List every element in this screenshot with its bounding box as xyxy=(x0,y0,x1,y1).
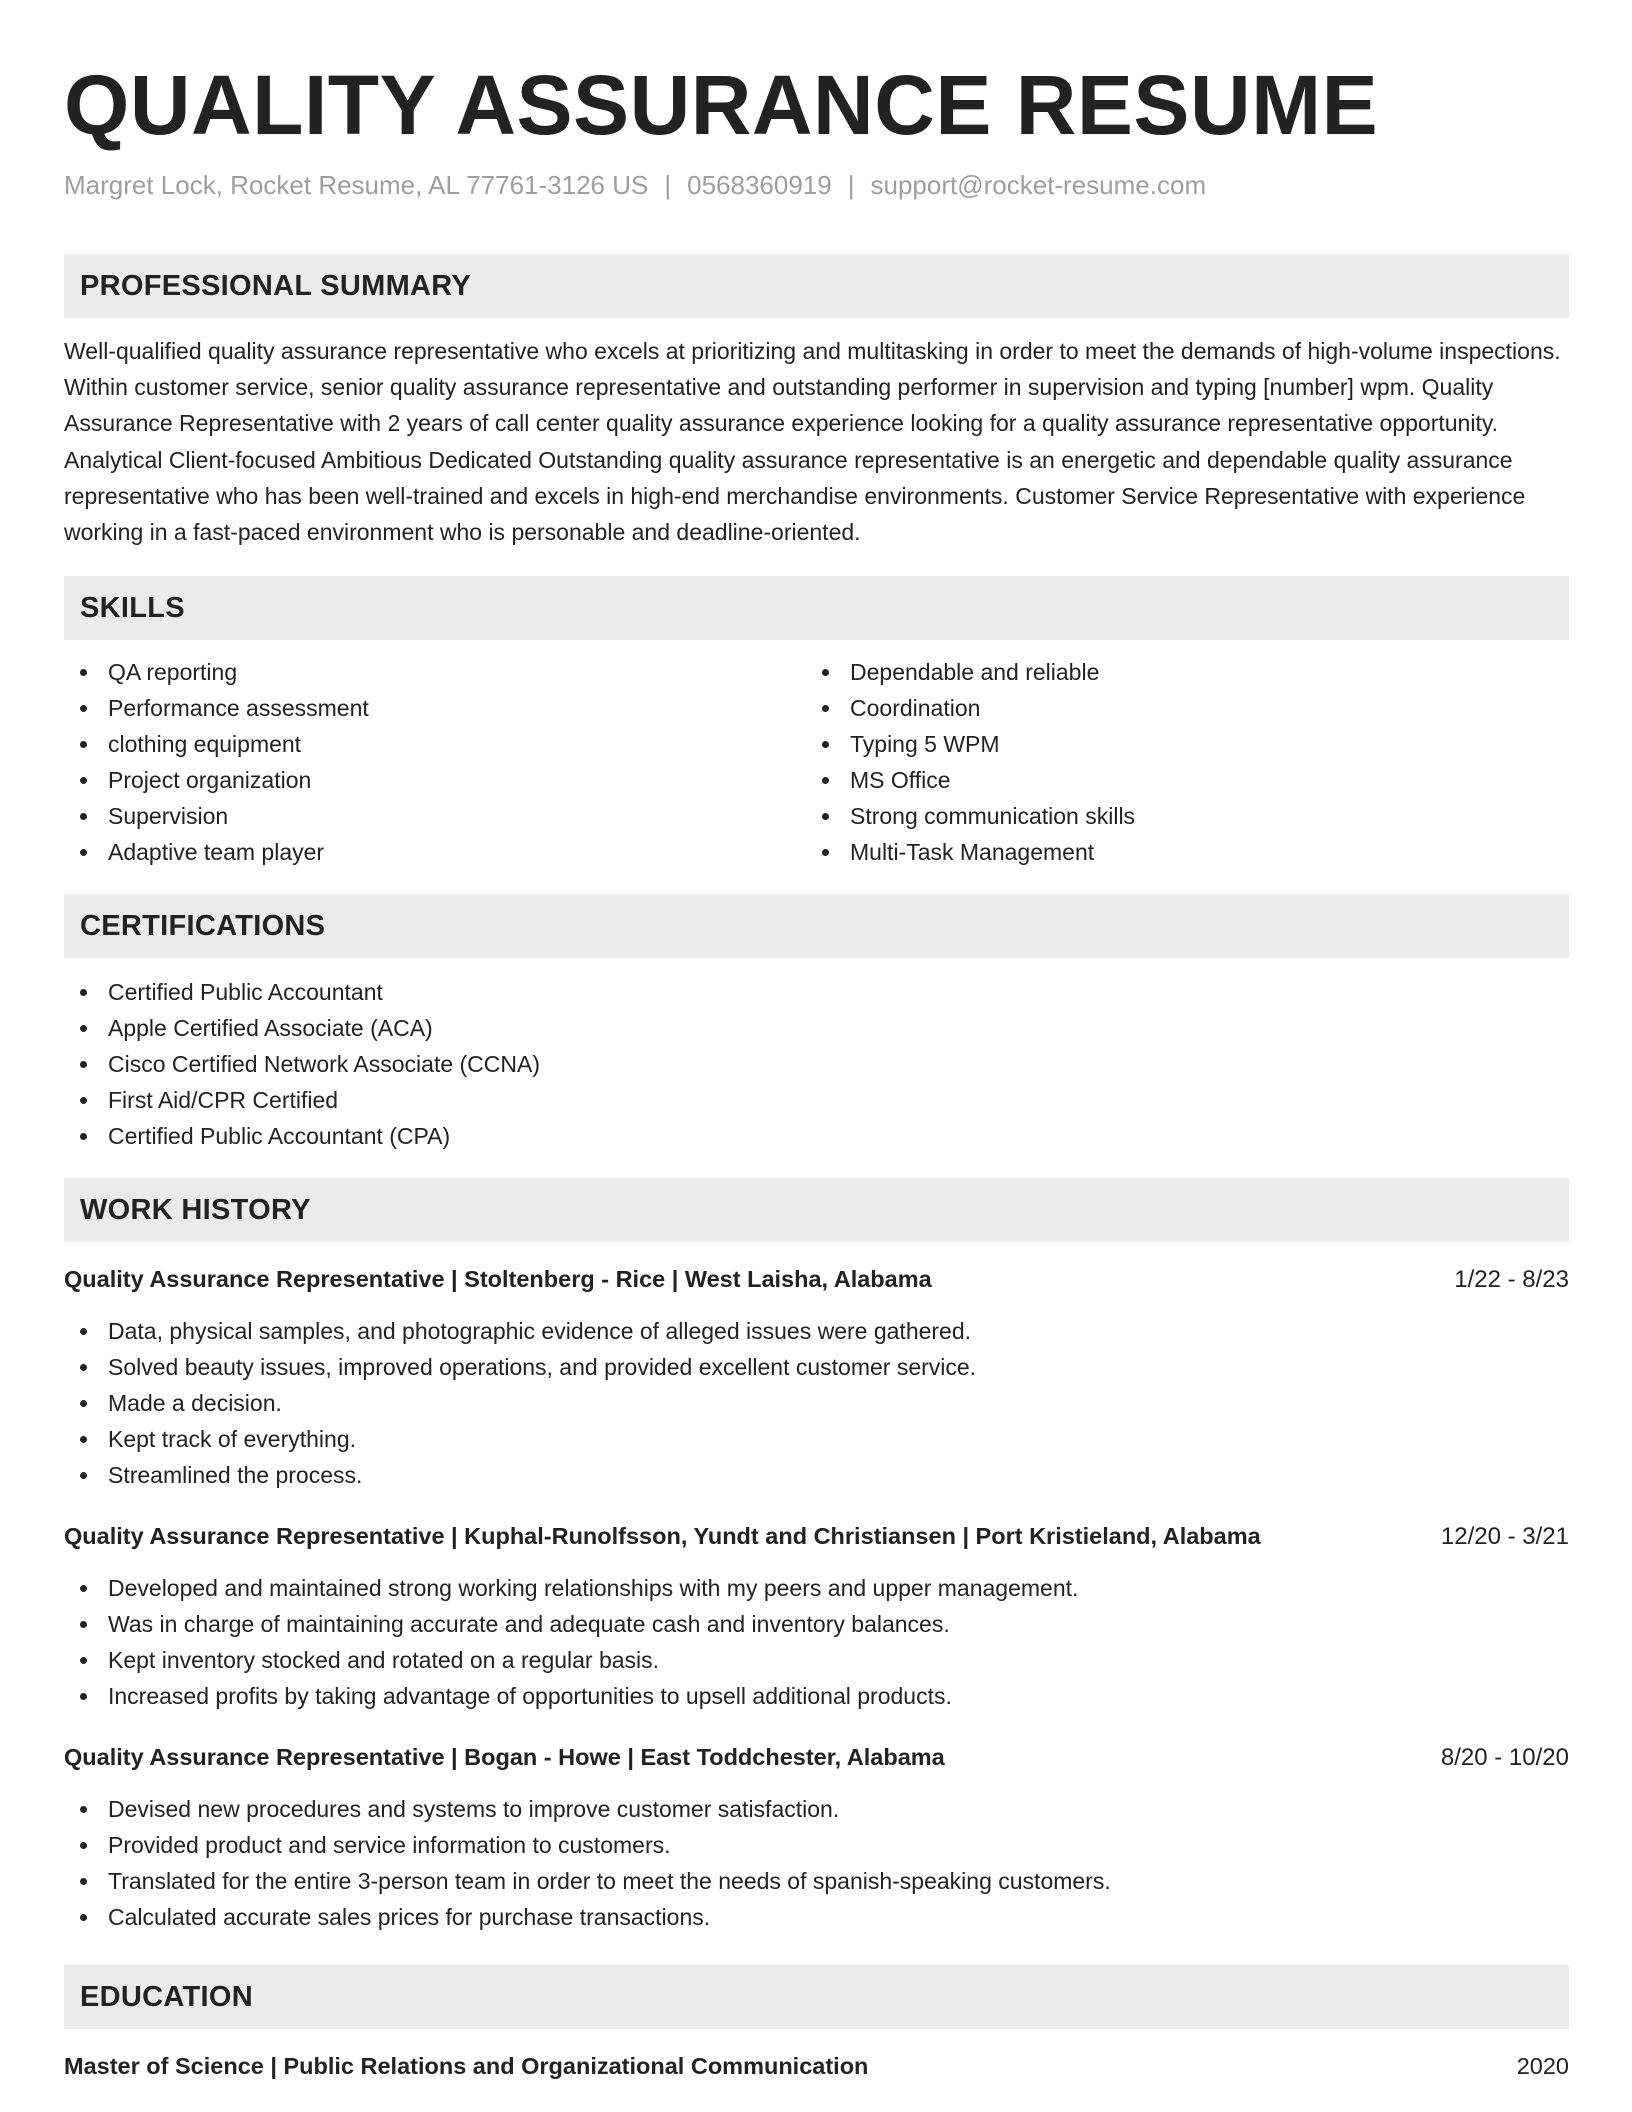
contact-separator: | xyxy=(847,170,855,200)
job-title: Quality Assurance Representative | Stoltenberg - Rice | West Laisha, Alabama xyxy=(64,1266,932,1293)
section-header-certifications: CERTIFICATIONS xyxy=(64,894,1569,958)
job-entry xyxy=(64,1519,1569,1714)
skill-item: Strong communication skills xyxy=(806,798,1548,834)
contact-line xyxy=(64,168,1569,202)
job-bullets xyxy=(64,1791,1569,1935)
skill-item: QA reporting xyxy=(64,654,806,690)
contact-phone: 0568360919 xyxy=(687,170,832,200)
job-dates: 12/20 - 3/21 xyxy=(1440,1523,1569,1551)
skill-item: clothing equipment xyxy=(64,726,806,762)
certification-item: Certified Public Accountant (CPA) xyxy=(64,1118,1569,1154)
skills-column-right xyxy=(806,654,1548,870)
certifications-list xyxy=(64,974,1569,1154)
job-bullet: Solved beauty issues, improved operations, and provided excellent customer service. xyxy=(64,1349,1569,1385)
certification-item: Cisco Certified Network Associate (CCNA) xyxy=(64,1046,1569,1082)
skills-column-left xyxy=(64,654,806,870)
job-bullet: Devised new procedures and systems to improve customer satisfaction. xyxy=(64,1791,1569,1827)
resume-title: QUALITY ASSURANCE RESUME xyxy=(64,58,1379,152)
job-bullet: Kept track of everything. xyxy=(64,1421,1569,1457)
job-title: Quality Assurance Representative | Bogan - Howe | East Toddchester, Alabama xyxy=(64,1744,945,1771)
education-year: 2020 xyxy=(1516,2053,1569,2080)
job-bullet: Developed and maintained strong working relationships with my peers and upper management. xyxy=(64,1570,1569,1606)
contact-separator: | xyxy=(664,170,672,200)
job-bullet: Made a decision. xyxy=(64,1385,1569,1421)
job-title: Quality Assurance Representative | Kuphal-Runolfsson, Yundt and Christiansen | Port Kristieland, Alabama xyxy=(64,1523,1261,1550)
skill-item: Project organization xyxy=(64,762,806,798)
summary-text: Well-qualified quality assurance representative who excels at prioritizing and multitasking in order to meet the demands of high-volume inspections. Within customer service, senior quality assurance representative and outstanding performer in supervision and typing [number] wpm. Quality Assurance Representative with 2 years of call center quality assurance experience looking for a quality assurance representative opportunity. Analytical Client-focused Ambitious Dedicated Outstanding quality assurance representative is an energetic and dependable quality assurance representative who has been well-trained and excels in high-end merchandise environments. Customer Service Representative with experience working in a fast-paced environment who is personable and deadline-oriented. xyxy=(64,338,1561,546)
certification-item: Certified Public Accountant xyxy=(64,974,1569,1010)
section-header-summary: PROFESSIONAL SUMMARY xyxy=(64,254,1569,318)
certification-item: Apple Certified Associate (ACA) xyxy=(64,1010,1569,1046)
education-degree: Master of Science | Public Relations and Organizational Communication xyxy=(64,2053,869,2080)
job-header xyxy=(64,1740,1569,1775)
job-dates: 8/20 - 10/20 xyxy=(1440,1744,1569,1772)
skill-item: Adaptive team player xyxy=(64,834,806,870)
certification-item: First Aid/CPR Certified xyxy=(64,1082,1569,1118)
skill-item: Typing 5 WPM xyxy=(806,726,1548,762)
skill-item: Coordination xyxy=(806,690,1548,726)
skill-item: MS Office xyxy=(806,762,1548,798)
skill-item: Supervision xyxy=(64,798,806,834)
section-header-education: EDUCATION xyxy=(64,1965,1569,2029)
job-entry xyxy=(64,1740,1569,1935)
job-bullet: Kept inventory stocked and rotated on a regular basis. xyxy=(64,1642,1569,1678)
section-header-work-history: WORK HISTORY xyxy=(64,1178,1569,1242)
section-header-skills: SKILLS xyxy=(64,576,1569,640)
job-entry xyxy=(64,1262,1569,1493)
job-bullets xyxy=(64,1313,1569,1493)
skills-list xyxy=(64,654,1569,870)
job-header xyxy=(64,1519,1569,1554)
job-bullet: Was in charge of maintaining accurate and adequate cash and inventory balances. xyxy=(64,1606,1569,1642)
job-bullets xyxy=(64,1570,1569,1714)
job-header xyxy=(64,1262,1569,1297)
contact-address: Margret Lock, Rocket Resume, AL 77761-3126 US xyxy=(64,170,649,200)
job-bullet: Increased profits by taking advantage of opportunities to upsell additional products. xyxy=(64,1678,1569,1714)
job-bullet: Data, physical samples, and photographic evidence of alleged issues were gathered. xyxy=(64,1313,1569,1349)
job-dates: 1/22 - 8/23 xyxy=(1454,1266,1569,1294)
skill-item: Performance assessment xyxy=(64,690,806,726)
resume-page xyxy=(64,0,1569,2083)
skill-item: Dependable and reliable xyxy=(806,654,1548,690)
education-entry xyxy=(64,2049,1569,2083)
contact-email: support@rocket-resume.com xyxy=(870,170,1207,200)
skill-item: Multi-Task Management xyxy=(806,834,1548,870)
job-bullet: Streamlined the process. xyxy=(64,1457,1569,1493)
job-bullet: Provided product and service information to customers. xyxy=(64,1827,1569,1863)
job-bullet: Translated for the entire 3-person team in order to meet the needs of spanish-speaking customers. xyxy=(64,1863,1569,1899)
job-bullet: Calculated accurate sales prices for purchase transactions. xyxy=(64,1899,1569,1935)
